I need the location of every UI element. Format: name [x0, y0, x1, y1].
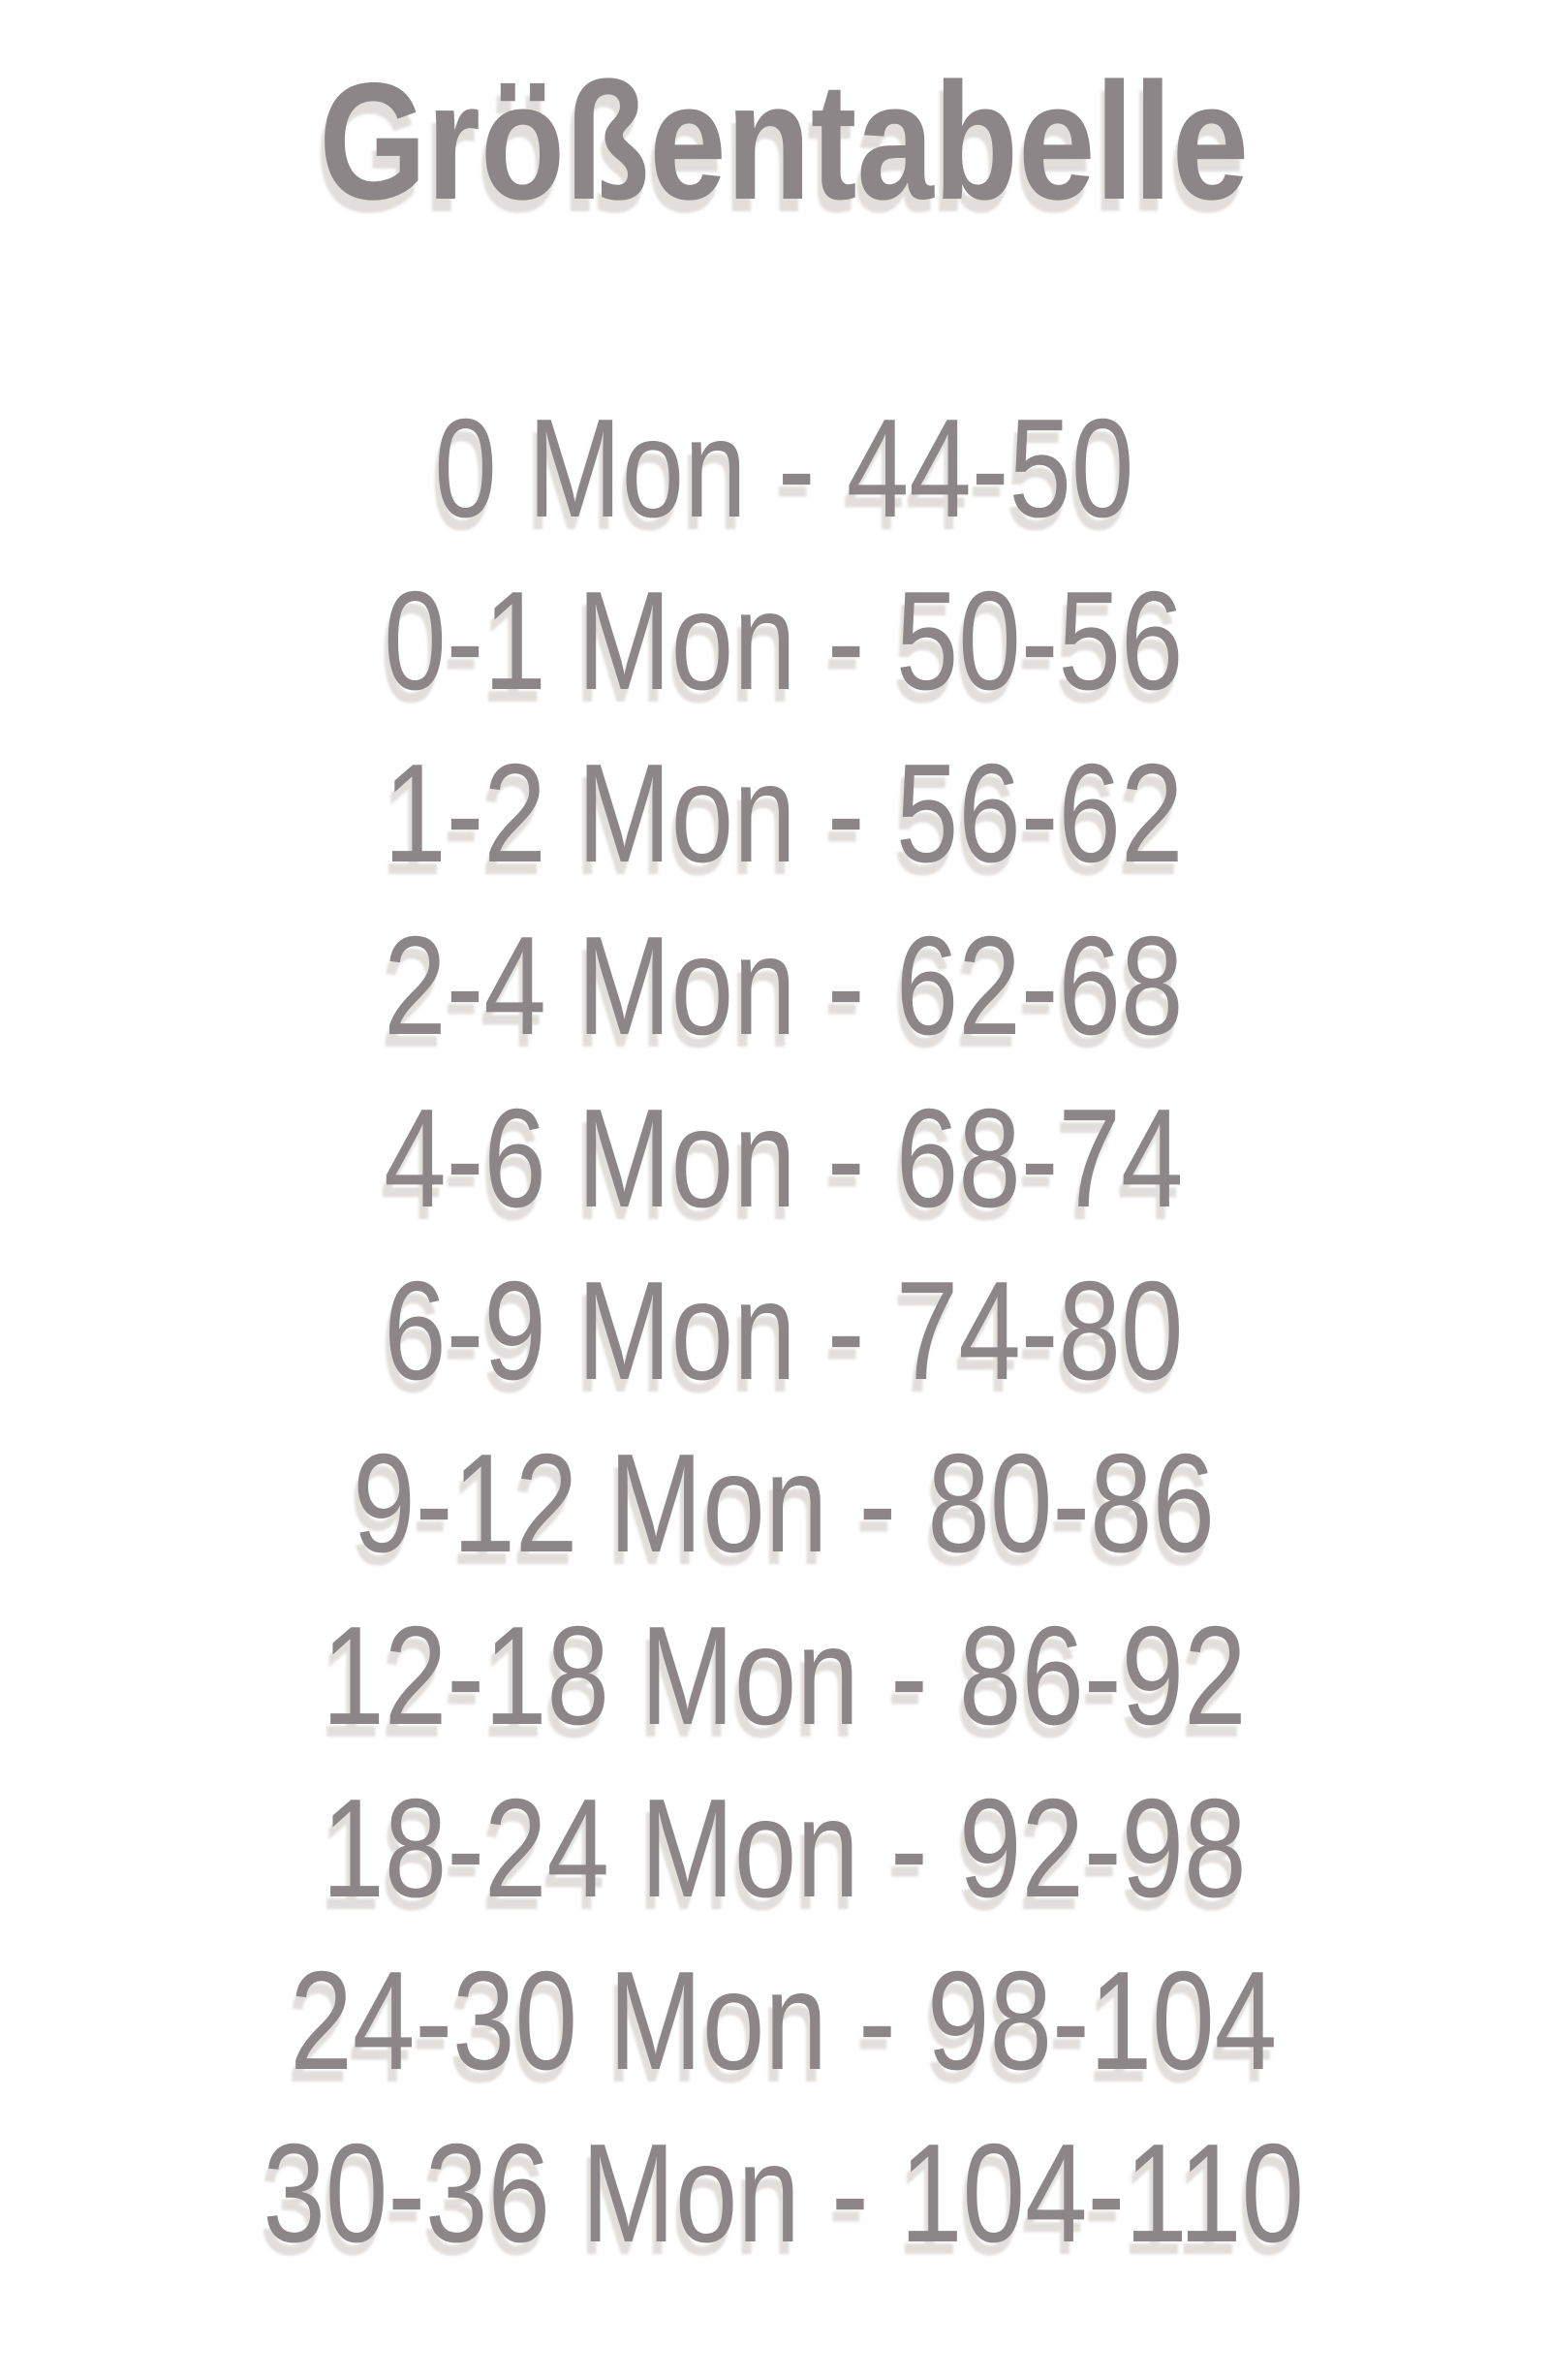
page-title-text: Größentabelle: [319, 48, 1249, 235]
table-row: [17, 2107, 1550, 2279]
size-row-label: 18-24 Mon - 92-98: [321, 1769, 1247, 1926]
size-row-label: 6-9 Mon - 74-80: [384, 1251, 1184, 1409]
table-row: [17, 899, 1550, 1072]
table-row: [17, 1762, 1550, 1934]
page-title: [17, 48, 1550, 235]
table-row: [17, 1417, 1550, 1589]
size-table: [17, 382, 1550, 2279]
size-row-label: 0 Mon - 44-50: [433, 389, 1134, 547]
table-row: [17, 1589, 1550, 1762]
table-row: [17, 727, 1550, 899]
size-row-label: 0-1 Mon - 50-56: [384, 561, 1184, 719]
size-chart-sheet: [0, 48, 1550, 2380]
size-row-label: 24-30 Mon - 98-104: [290, 1941, 1278, 2099]
size-row-label: 2-4 Mon - 62-68: [384, 906, 1184, 1064]
size-row-label: 30-36 Mon - 104-110: [263, 2114, 1305, 2271]
table-row: [17, 1244, 1550, 1417]
table-row: [17, 382, 1550, 554]
size-row-label: 4-6 Mon - 68-74: [384, 1079, 1184, 1237]
size-row-label: 12-18 Mon - 86-92: [321, 1596, 1247, 1754]
size-row-label: 9-12 Mon - 80-86: [353, 1424, 1215, 1581]
table-row: [17, 1072, 1550, 1244]
table-row: [17, 1934, 1550, 2107]
table-row: [17, 554, 1550, 727]
size-row-label: 1-2 Mon - 56-62: [384, 734, 1184, 892]
